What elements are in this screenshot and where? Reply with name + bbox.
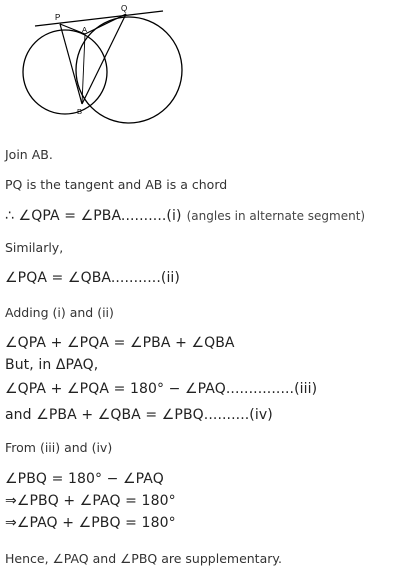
- step-1: [5, 205, 365, 224]
- step-3: ∠QPA + ∠PQA = 180° − ∠PAQ...............(iii): [5, 381, 318, 397]
- geometry-figure: [0, 0, 396, 135]
- right-circle: [76, 17, 182, 123]
- step-sum: ∠QPA + ∠PQA = ∠PBA + ∠QBA: [5, 335, 235, 351]
- text-tangent-chord: PQ is the tangent and AB is a chord: [5, 177, 228, 192]
- segment-aq: [85, 14, 126, 34]
- step-but: But, in ΔPAQ,: [5, 357, 99, 373]
- step-1-note: (angles in alternate segment): [186, 209, 366, 223]
- text-join-ab: Join AB.: [5, 147, 53, 162]
- label-q: Q: [121, 4, 128, 13]
- text-adding: Adding (i) and (ii): [5, 305, 114, 320]
- segment-qb: [82, 14, 126, 104]
- label-a: A: [82, 25, 88, 34]
- text-from: From (iii) and (iv): [5, 440, 113, 455]
- segment-pb: [60, 24, 82, 104]
- step-1-math: ∴ ∠QPA = ∠PBA..........(i): [5, 208, 182, 224]
- label-b: B: [77, 107, 83, 116]
- step-4: and ∠PBA + ∠QBA = ∠PBQ..........(iv): [5, 407, 273, 423]
- text-similarly: Similarly,: [5, 240, 64, 255]
- step-6: ⇒∠PBQ + ∠PAQ = 180°: [5, 493, 176, 509]
- step-7: ⇒∠PAQ + ∠PBQ = 180°: [5, 515, 176, 531]
- step-2: ∠PQA = ∠QBA...........(ii): [5, 270, 180, 286]
- label-p: P: [55, 13, 61, 22]
- text-conclusion: Hence, ∠PAQ and ∠PBQ are supplementary.: [5, 551, 282, 566]
- step-5: ∠PBQ = 180° − ∠PAQ: [5, 471, 164, 487]
